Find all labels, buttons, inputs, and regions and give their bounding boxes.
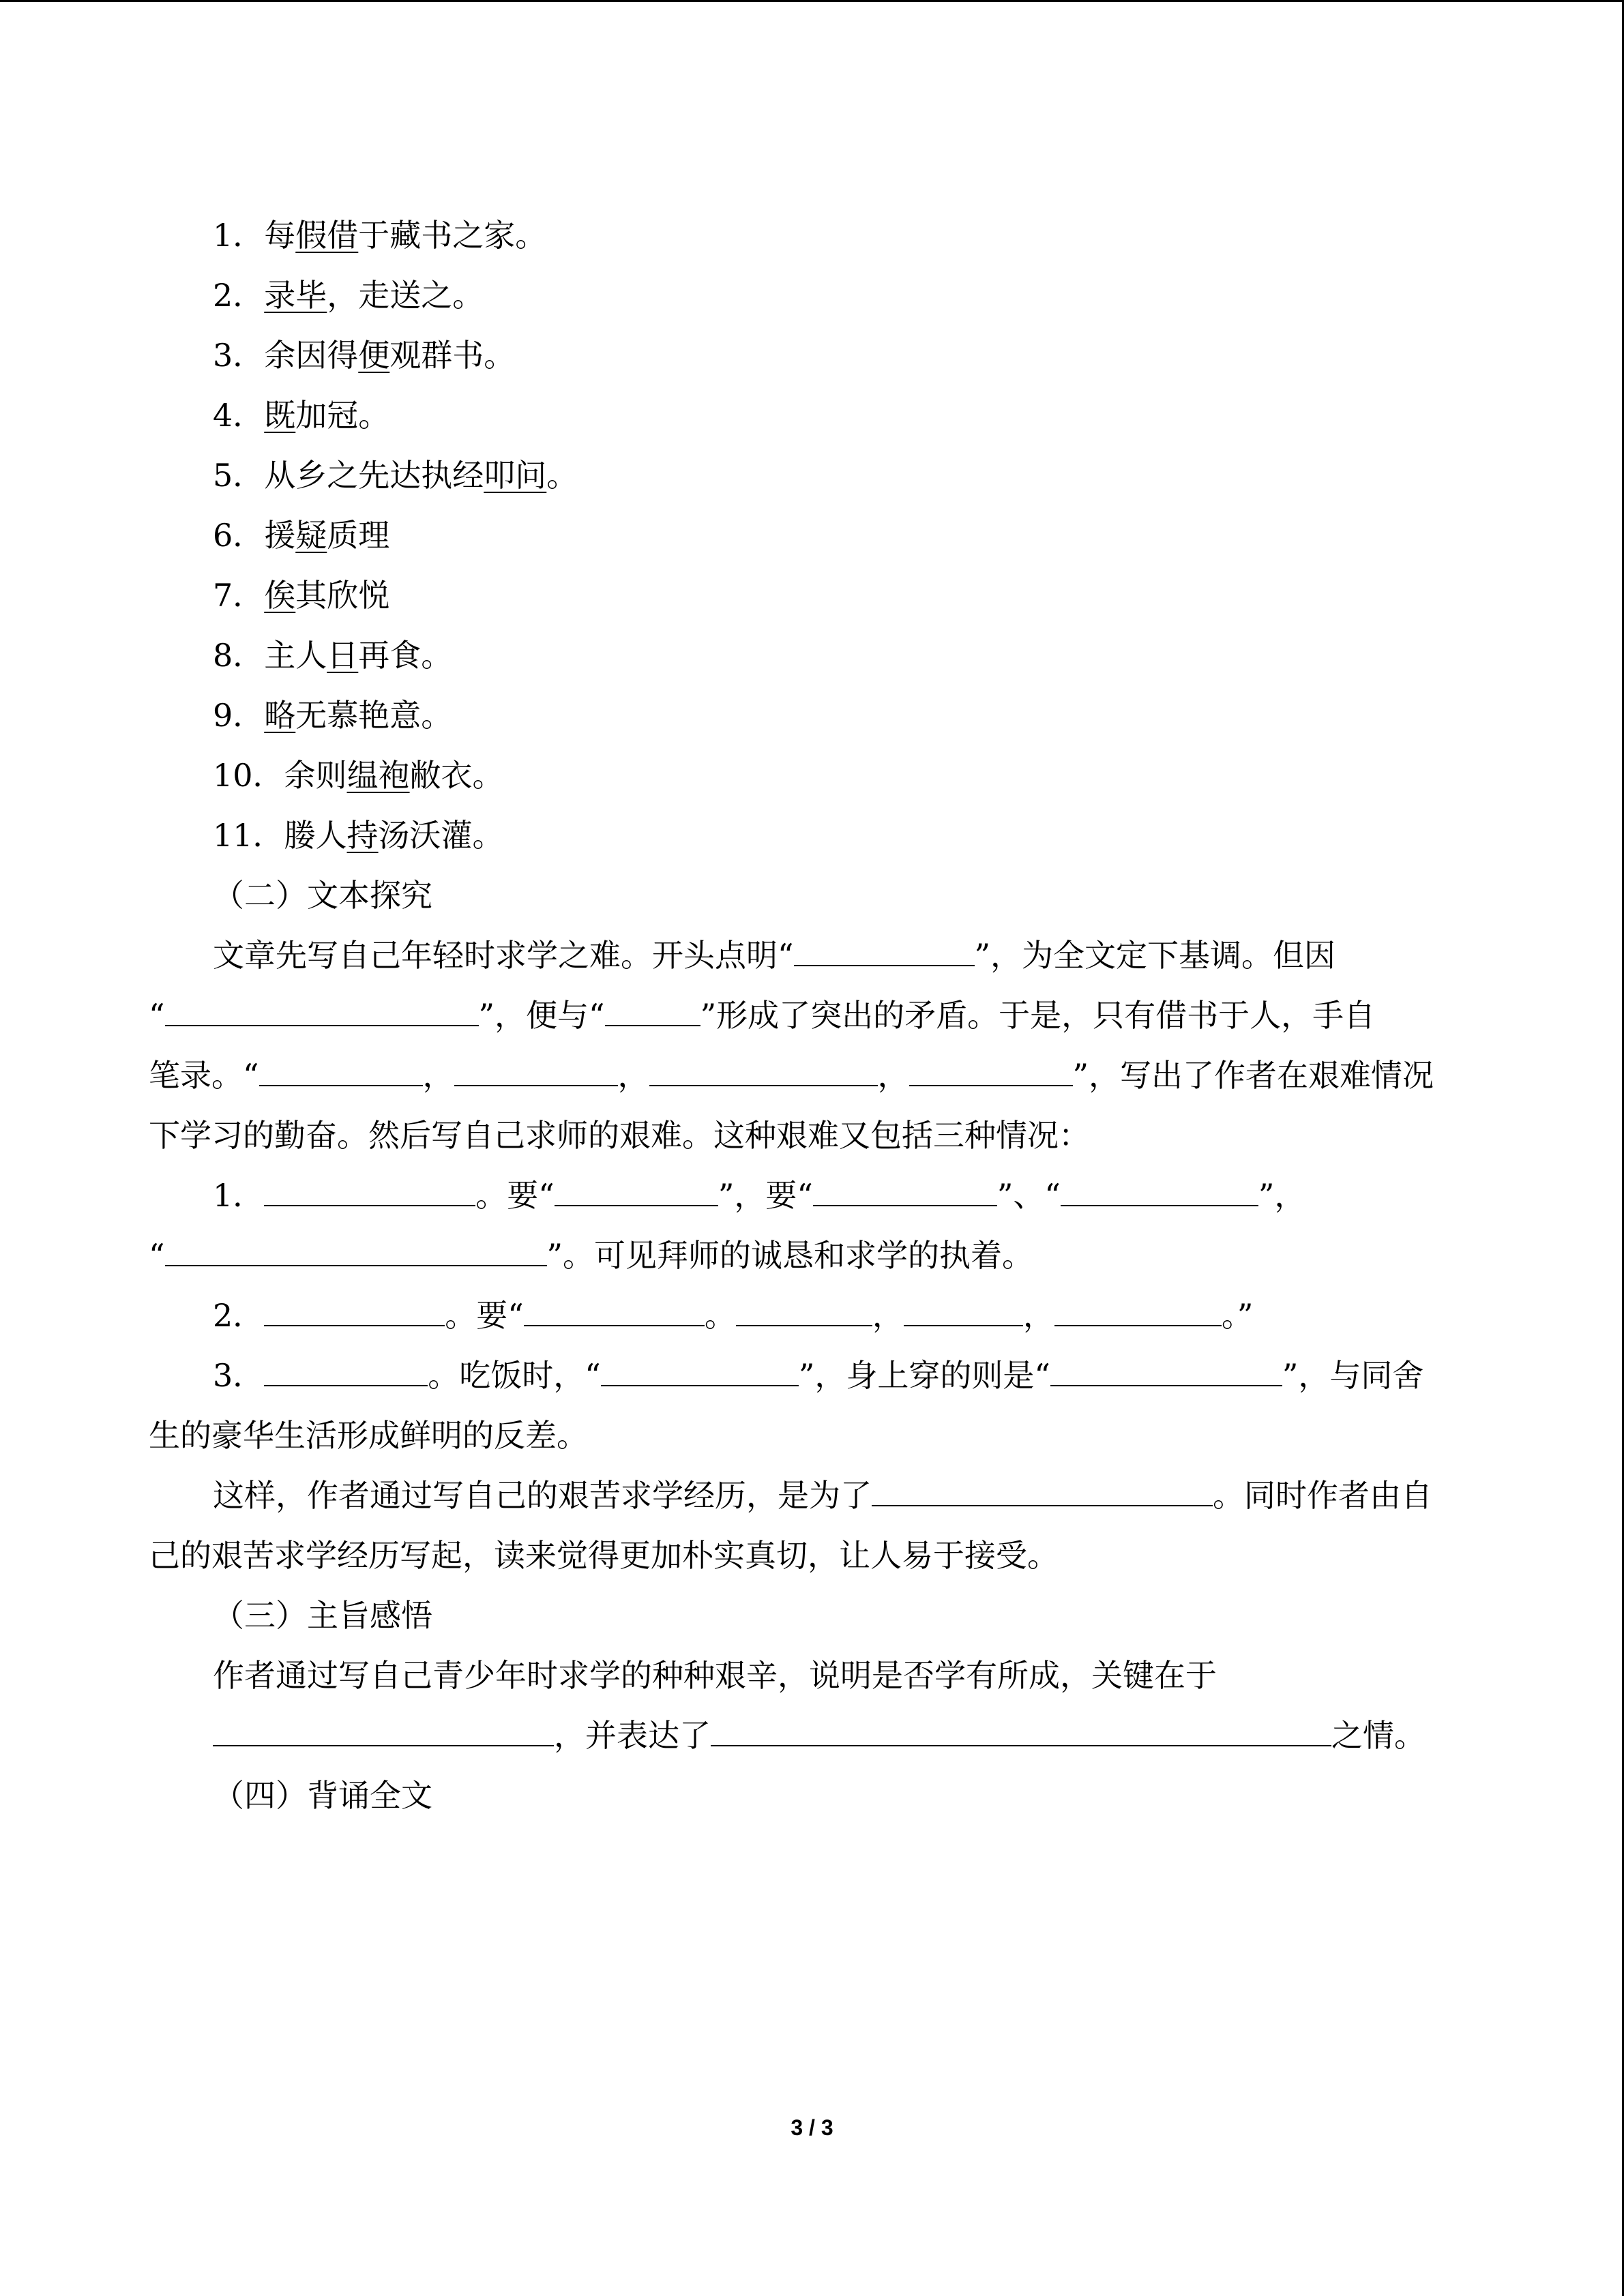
item-text: 再食。 bbox=[358, 637, 453, 674]
text-run: ”形成了突出的矛盾。于是，只有借书于人，手自 bbox=[700, 997, 1376, 1034]
answer-blank[interactable] bbox=[813, 1175, 997, 1206]
item-number: 3． bbox=[213, 1357, 265, 1394]
vocab-item-10 bbox=[213, 755, 504, 796]
text-run: ， bbox=[422, 1057, 454, 1094]
underlined-term: 持 bbox=[346, 817, 379, 854]
item-number: 1． bbox=[213, 217, 265, 254]
vocab-item-11 bbox=[213, 815, 504, 856]
vocab-item-4 bbox=[213, 395, 389, 436]
item-text: 余因得 bbox=[264, 337, 359, 374]
paragraph-line bbox=[213, 1175, 1305, 1216]
item-number: 10． bbox=[213, 757, 284, 794]
item-text: 观群书。 bbox=[389, 337, 516, 374]
paragraph-line: 作者通过写自己青少年时求学的种种艰辛，说明是否学有所成，关键在于 bbox=[213, 1657, 1217, 1694]
answer-blank[interactable] bbox=[524, 1295, 705, 1326]
page-number: 3 / 3 bbox=[791, 2115, 833, 2140]
text-run: ”，便与“ bbox=[478, 997, 605, 1034]
item-text: 援 bbox=[264, 517, 296, 554]
answer-blank[interactable] bbox=[909, 1055, 1073, 1086]
underlined-term: 疑 bbox=[295, 517, 327, 554]
paragraph-line bbox=[213, 1475, 1432, 1516]
vocab-item-9 bbox=[213, 695, 452, 736]
item-number: 8． bbox=[213, 637, 265, 674]
page-top-border bbox=[0, 0, 1624, 2]
underlined-term: 日 bbox=[327, 637, 359, 674]
item-number: 11． bbox=[213, 817, 284, 854]
paragraph-line bbox=[149, 1235, 1033, 1276]
underlined-term: 录毕 bbox=[264, 277, 327, 314]
underlined-term: 缊袍 bbox=[346, 757, 410, 794]
item-text: 敝衣。 bbox=[409, 757, 504, 794]
item-number: 1． bbox=[213, 1177, 265, 1214]
text-run: 之情。 bbox=[1331, 1717, 1426, 1754]
item-text: 质理 bbox=[327, 517, 390, 554]
item-text: 其欣悦 bbox=[295, 577, 390, 614]
vocab-item-3 bbox=[213, 335, 515, 376]
paragraph-line bbox=[213, 935, 1335, 976]
item-number: 7． bbox=[213, 577, 265, 614]
answer-blank[interactable] bbox=[1061, 1175, 1258, 1206]
item-number: 6． bbox=[213, 517, 265, 554]
text-run: 。要“ bbox=[475, 1177, 555, 1214]
vocab-item-8 bbox=[213, 635, 452, 676]
underlined-term: 俟 bbox=[264, 577, 296, 614]
paragraph-line bbox=[149, 1055, 1434, 1096]
answer-blank[interactable] bbox=[711, 1715, 1331, 1746]
text-run: 文章先写自己年轻时求学之难。开头点明“ bbox=[213, 937, 794, 974]
text-run: 。 bbox=[704, 1297, 736, 1334]
item-text: ，走送之。 bbox=[327, 277, 484, 314]
section-heading-recite: （四）背诵全文 bbox=[213, 1777, 432, 1814]
text-run: ， bbox=[877, 1057, 909, 1094]
item-number: 5． bbox=[213, 457, 265, 494]
text-run: ， bbox=[872, 1297, 904, 1334]
section-heading-text-inquiry: （二）文本探究 bbox=[213, 877, 432, 914]
vocab-item-2 bbox=[213, 275, 484, 316]
text-run: “ bbox=[149, 1237, 165, 1274]
paragraph-line bbox=[213, 1355, 1423, 1396]
paragraph-line bbox=[213, 1715, 1426, 1756]
answer-blank[interactable] bbox=[259, 1055, 423, 1086]
answer-blank[interactable] bbox=[872, 1475, 1213, 1506]
paragraph-line bbox=[213, 1295, 1253, 1336]
answer-blank[interactable] bbox=[165, 1235, 547, 1266]
item-number: 4． bbox=[213, 397, 265, 434]
answer-blank[interactable] bbox=[264, 1175, 475, 1206]
underlined-term: 便 bbox=[358, 337, 390, 374]
item-text: 主人 bbox=[264, 637, 327, 674]
vocab-item-1 bbox=[213, 215, 546, 256]
underlined-term: 叩问 bbox=[484, 457, 547, 494]
item-number: 2． bbox=[213, 1297, 265, 1334]
answer-blank[interactable] bbox=[605, 995, 700, 1026]
text-run: 这样，作者通过写自己的艰苦求学经历，是为了 bbox=[213, 1477, 872, 1514]
item-number: 3． bbox=[213, 337, 265, 374]
text-run: ， bbox=[617, 1057, 649, 1094]
underlined-term: 略 bbox=[264, 697, 296, 734]
item-text: 汤沃灌。 bbox=[378, 817, 504, 854]
item-number: 2． bbox=[213, 277, 265, 314]
text-run: ”，写出了作者在艰难情况 bbox=[1072, 1057, 1434, 1094]
underlined-term: 既 bbox=[264, 397, 296, 434]
paragraph-line: 下学习的勤奋。然后写自己求师的艰难。这种艰难又包括三种情况： bbox=[149, 1117, 1090, 1154]
paragraph-line bbox=[149, 995, 1375, 1036]
answer-blank[interactable] bbox=[904, 1295, 1023, 1326]
text-run: ，并表达了 bbox=[554, 1717, 711, 1754]
text-run: ”、“ bbox=[996, 1177, 1061, 1214]
item-text: 余则 bbox=[284, 757, 347, 794]
text-run: ”，为全文定下基调。但因 bbox=[974, 937, 1336, 974]
answer-blank[interactable] bbox=[264, 1295, 445, 1326]
underlined-term: 假借 bbox=[295, 217, 359, 254]
answer-blank[interactable] bbox=[165, 995, 479, 1026]
item-text: 从乡之先达执经 bbox=[264, 457, 484, 494]
text-run: ”，与同舍 bbox=[1282, 1357, 1424, 1394]
answer-blank[interactable] bbox=[264, 1355, 428, 1386]
item-text: 加冠。 bbox=[295, 397, 390, 434]
text-run: 。吃饭时，“ bbox=[428, 1357, 601, 1394]
section-heading-theme: （三）主旨感悟 bbox=[213, 1597, 432, 1634]
text-run: ”，要“ bbox=[718, 1177, 813, 1214]
item-number: 9． bbox=[213, 697, 265, 734]
answer-blank[interactable] bbox=[1050, 1355, 1282, 1386]
text-run: 。同时作者由自 bbox=[1213, 1477, 1432, 1514]
text-run: “ bbox=[149, 997, 165, 1034]
item-text: 于藏书之家。 bbox=[358, 217, 547, 254]
vocab-item-6 bbox=[213, 515, 389, 556]
item-text: 每 bbox=[264, 217, 296, 254]
item-text: 媵人 bbox=[284, 817, 347, 854]
item-text: 无慕艳意。 bbox=[295, 697, 453, 734]
text-run: ”， bbox=[1258, 1177, 1306, 1214]
answer-blank[interactable] bbox=[555, 1175, 718, 1206]
answer-blank[interactable] bbox=[736, 1295, 872, 1326]
text-run: ， bbox=[1022, 1297, 1054, 1334]
answer-blank[interactable] bbox=[1054, 1295, 1222, 1326]
vocab-item-7 bbox=[213, 575, 389, 616]
text-run: 。” bbox=[1221, 1297, 1254, 1334]
answer-blank[interactable] bbox=[794, 935, 975, 966]
paragraph-line: 生的豪华生活形成鲜明的反差。 bbox=[149, 1417, 588, 1454]
text-run: ”，身上穿的则是“ bbox=[798, 1357, 1050, 1394]
text-run: 笔录。“ bbox=[149, 1057, 259, 1094]
text-run: 。要“ bbox=[445, 1297, 524, 1334]
answer-blank[interactable] bbox=[601, 1355, 799, 1386]
item-text: 。 bbox=[546, 457, 578, 494]
answer-blank[interactable] bbox=[213, 1715, 554, 1746]
paragraph-line: 己的艰苦求学经历写起，读来觉得更加朴实真切，让人易于接受。 bbox=[149, 1537, 1059, 1574]
vocab-item-5 bbox=[213, 455, 578, 496]
answer-blank[interactable] bbox=[649, 1055, 878, 1086]
text-run: ”。可见拜师的诚恳和求学的执着。 bbox=[546, 1237, 1034, 1274]
answer-blank[interactable] bbox=[454, 1055, 618, 1086]
